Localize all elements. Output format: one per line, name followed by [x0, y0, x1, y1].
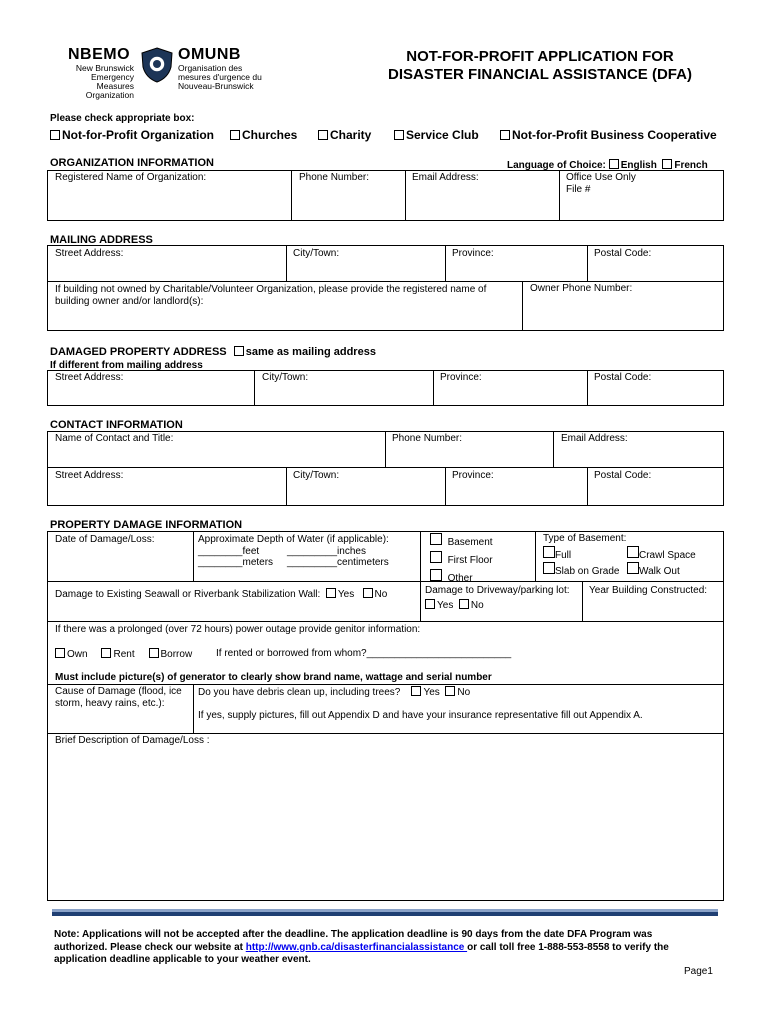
checkbox-icon[interactable] [543, 562, 555, 574]
mailing-province-field[interactable]: Province: [452, 248, 494, 259]
org-type-prompt: Please check appropriate box: [50, 113, 195, 124]
mailing-postal-field[interactable]: Postal Code: [594, 248, 652, 259]
level-other[interactable]: Other [430, 569, 493, 587]
org-email-field[interactable]: Email Address: [412, 172, 479, 183]
appendix-note: If yes, supply pictures, fill out Appendix D and have your insurance representative fill out Appendix A. [198, 710, 643, 721]
checkbox-icon[interactable] [430, 551, 442, 563]
checkbox-icon[interactable] [662, 159, 672, 169]
mailing-street-field[interactable]: Street Address: [55, 248, 124, 259]
damage-level-options [430, 533, 493, 587]
logo-omunb-subtitle: Organisation des mesures d'urgence du Nouveau-Brunswick [178, 63, 262, 91]
contact-email-field[interactable]: Email Address: [561, 433, 628, 444]
logo-nbemo: NBEMO [68, 46, 131, 63]
depth-centimeters-field[interactable]: _________centimeters [287, 557, 389, 568]
checkbox-icon[interactable] [500, 130, 510, 140]
damaged-city-field[interactable]: City/Town: [262, 372, 309, 383]
checkbox-icon[interactable] [318, 130, 328, 140]
org-info-heading: ORGANIZATION INFORMATION [50, 157, 214, 169]
org-type-option-nfp[interactable]: Not-for-Profit Organization [50, 128, 214, 142]
contact-city-field[interactable]: City/Town: [293, 470, 340, 481]
contact-province-field[interactable]: Province: [452, 470, 494, 481]
generator-ownership: Own Rent Borrow [55, 648, 192, 660]
debris-question: Do you have debris clean up, including trees? Yes No [198, 687, 471, 698]
debris-no-checkbox[interactable] [445, 686, 455, 696]
form-title: NOT-FOR-PROFIT APPLICATION FOR DISASTER FINANCIAL ASSISTANCE (DFA) [388, 48, 692, 83]
owner-name-field[interactable]: If building not owned by Charitable/Volunteer Organization, please provide the registered name of building owner and/or landlord(s): [55, 284, 487, 307]
checkbox-icon[interactable] [430, 533, 442, 545]
depth-feet-field[interactable]: ________feet [198, 546, 260, 557]
checkbox-icon[interactable] [394, 130, 404, 140]
contact-street-field[interactable]: Street Address: [55, 470, 124, 481]
org-type-option-coop[interactable]: Not-for-Profit Business Cooperative [500, 128, 717, 142]
basement-crawl-option[interactable]: Crawl Space [627, 546, 696, 561]
driveway-no-checkbox[interactable] [459, 599, 469, 609]
driveway-options: Yes No [425, 599, 484, 611]
page-number: Page1 [684, 966, 713, 977]
org-type-option-churches[interactable]: Churches [230, 128, 297, 142]
basement-type-label: Type of Basement: [543, 533, 627, 544]
checkbox-icon[interactable] [430, 569, 442, 581]
year-built-field[interactable]: Year Building Constructed: [589, 585, 708, 596]
mailing-heading: MAILING ADDRESS [50, 234, 153, 246]
own-checkbox[interactable] [55, 648, 65, 658]
rent-checkbox[interactable] [101, 648, 111, 658]
checkbox-icon[interactable] [543, 546, 555, 558]
damaged-property-heading: DAMAGED PROPERTY ADDRESS same as mailing address [50, 346, 376, 358]
deadline-note: Note: Applications will not be accepted after the deadline. The application deadline is 90 days from the date DFA Program was authorized. Please check our website at http://www.gnb.ca/disasterfinancialassistance or call toll free 1-888-553-8558 to verify the application deadline applicable to your weather event. [54, 929, 669, 965]
checkbox-icon[interactable] [50, 130, 60, 140]
basement-walkout-option[interactable]: Walk Out [627, 562, 680, 577]
org-type-option-charity[interactable]: Charity [318, 128, 371, 142]
basement-full-option[interactable]: Full [543, 546, 571, 561]
seawall-no-checkbox[interactable] [363, 588, 373, 598]
checkbox-icon[interactable] [627, 562, 639, 574]
office-use-only: Office Use Only File # [566, 172, 636, 195]
language-choice: Language of Choice: English French [507, 160, 708, 171]
footer-bar [52, 912, 718, 916]
depth-meters-field[interactable]: ________meters [198, 557, 274, 568]
org-phone-field[interactable]: Phone Number: [299, 172, 370, 183]
mailing-city-field[interactable]: City/Town: [293, 248, 340, 259]
logo-omunb: OMUNB [178, 46, 241, 63]
rented-from-field[interactable]: If rented or borrowed from whom?__________________________ [216, 648, 512, 659]
registered-name-field[interactable]: Registered Name of Organization: [55, 172, 207, 183]
seawall-yes-checkbox[interactable] [326, 588, 336, 598]
brief-description-field[interactable]: Brief Description of Damage/Loss : [55, 735, 210, 746]
driveway-yes-checkbox[interactable] [425, 599, 435, 609]
contact-heading: CONTACT INFORMATION [50, 419, 183, 431]
seawall-question: Damage to Existing Seawall or Riverbank Stabilization Wall: Yes No [55, 589, 388, 600]
property-damage-heading: PROPERTY DAMAGE INFORMATION [50, 519, 243, 531]
nbemo-shield-icon [140, 47, 174, 83]
depth-inches-field[interactable]: _________inches [287, 546, 366, 557]
borrow-checkbox[interactable] [149, 648, 159, 658]
date-of-damage-field[interactable]: Date of Damage/Loss: [55, 534, 155, 545]
level-basement[interactable]: Basement [430, 533, 493, 551]
water-depth-label: Approximate Depth of Water (if applicable): [198, 534, 389, 545]
contact-postal-field[interactable]: Postal Code: [594, 470, 652, 481]
level-first-floor[interactable]: First Floor [430, 551, 493, 569]
checkbox-icon[interactable] [609, 159, 619, 169]
damaged-street-field[interactable]: Street Address: [55, 372, 124, 383]
checkbox-icon[interactable] [627, 546, 639, 558]
logo-nbemo-subtitle: New Brunswick Emergency Measures Organization [75, 63, 134, 100]
damaged-province-field[interactable]: Province: [440, 372, 482, 383]
owner-phone-field[interactable]: Owner Phone Number: [530, 283, 633, 294]
dfa-website-link[interactable]: http://www.gnb.ca/disasterfinancialassistance [245, 941, 468, 953]
contact-name-field[interactable]: Name of Contact and Title: [55, 433, 174, 444]
damaged-postal-field[interactable]: Postal Code: [594, 372, 652, 383]
driveway-label: Damage to Driveway/parking lot: [425, 585, 570, 596]
checkbox-icon[interactable] [230, 130, 240, 140]
org-type-option-service-club[interactable]: Service Club [394, 128, 479, 142]
debris-yes-checkbox[interactable] [411, 686, 421, 696]
generator-note: Must include picture(s) of generator to clearly show brand name, wattage and serial number [55, 672, 492, 683]
basement-slab-option[interactable]: Slab on Grade [543, 562, 620, 577]
damaged-property-subheading: If different from mailing address [50, 360, 203, 371]
same-as-mailing-checkbox[interactable] [234, 346, 244, 356]
cause-of-damage-field[interactable]: Cause of Damage (flood, ice storm, heavy rains, etc.): [55, 686, 182, 709]
power-outage-label: If there was a prolonged (over 72 hours) power outage provide genitor information: [55, 624, 421, 635]
contact-phone-field[interactable]: Phone Number: [392, 433, 463, 444]
